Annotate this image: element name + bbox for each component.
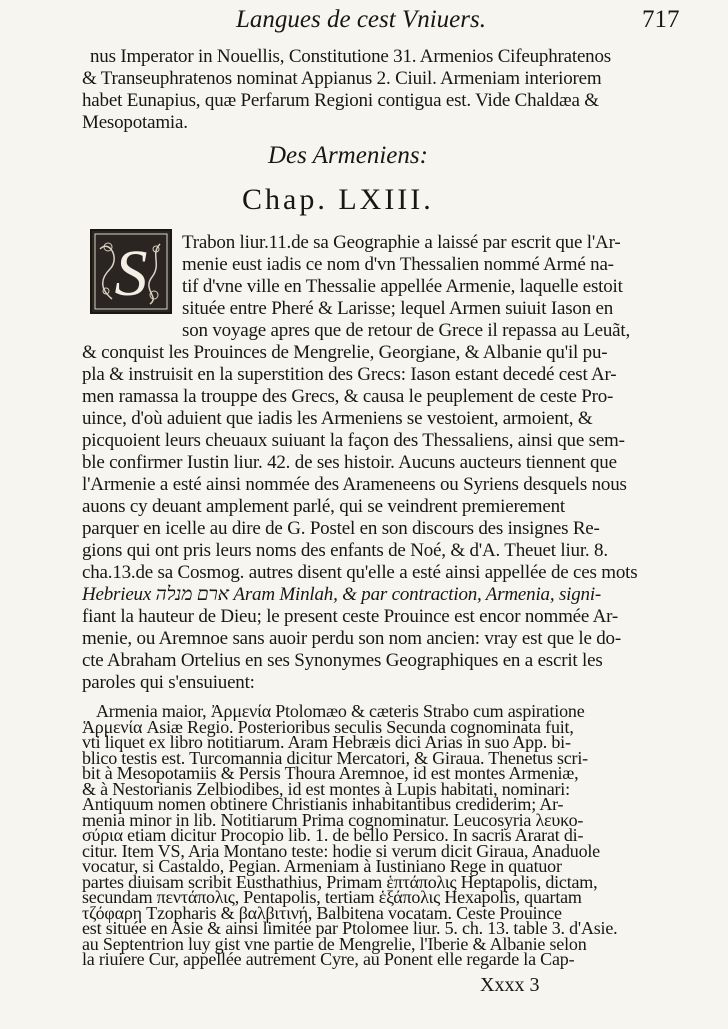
ornamental-drop-cap [90, 229, 172, 314]
running-head [0, 4, 728, 44]
body-line: la riuiere Cur, appellée autrement Cyre, au Ponent elle regarde la Cap- [82, 949, 575, 969]
body-line: & à Nestorianis Zelbiodibes, id est montes à Lupis habitati, nominari: [82, 779, 570, 799]
body-line: citur. Item VS, Aria Montano teste: hodie si verum dicit Giraua, Anaduole [82, 841, 600, 861]
chapter-title: Chap. LXIII. [242, 183, 434, 216]
body-line: au Septentrion luy gist vne partie de Mengrelie, l'Iberie & Albanie selon [82, 934, 587, 954]
body-line: cha.13.de sa Cosmog. autres disent qu'elle a esté ainsi appellée de ces mots [82, 562, 638, 583]
intro-line: habet Eunapius, quæ Perfarum Regioni contigua est. Vide Chaldæa & [82, 90, 599, 111]
body-line: Armenia maior, Ἀρμενία Ptolomæo & cæteris Strabo cum aspiratione [96, 701, 585, 721]
body-line: tif d'vne ville en Thessalie appellée Armenie, laquelle estoit [182, 276, 623, 297]
body-line: Trabon liur.11.de sa Geographie a laissé par escrit que l'Ar- [182, 232, 621, 253]
running-title: Langues de cest Vniuers. [236, 6, 486, 33]
body-line: partes diuisam scribit Eusthathius, Primam ἑπτάπολις Heptapolis, dictam, [82, 872, 598, 892]
body-line: σύρια etiam dicitur Procopio lib. 1. de bello Persico. In sacris Ararat di- [82, 825, 584, 845]
drop-cap-ornament-icon [90, 229, 172, 314]
body-line: blico testis est. Turcomannia dicitur Mercatori, & Giraua. Thenetus scri- [82, 748, 588, 768]
section-title: Des Armeniens: [268, 142, 428, 169]
intro-line: nus Imperator in Nouellis, Constitutione 31. Armenios Cifeuphratenos [90, 46, 611, 67]
body-line: située entre Pheré & Larisse; lequel Armen suiuit Iason en [182, 298, 614, 319]
body-line: secundam πεντάπολις, Pentapolis, tertiam ἑξάπολις Hexapolis, quartam [82, 887, 582, 907]
body-line: & conquist les Prouinces de Mengrelie, Georgiane, & Albanie qu'il pu- [82, 342, 608, 363]
body-line: paroles qui s'ensuiuent: [82, 672, 255, 693]
body-line: gions qui ont pris leurs noms des enfants de Noé, & d'A. Theuet liur. 8. [82, 540, 608, 561]
body-line: Antiquum nomen obtinere Christianis inhabitantibus crediderim; Ar- [82, 794, 564, 814]
body-line: menie, ou Aremnoe sans auoir perdu son nom ancien: vray est que le do- [82, 628, 621, 649]
body-line: Hebrieux ארם מנלה Aram Minlah, & par contraction, Armenia, signi- [82, 584, 602, 605]
body-line: men ramassa la trouppe des Grecs, & causa le peuplement de ceste Pro- [82, 386, 614, 407]
body-line: vti liquet ex libro notitiarum. Aram Hebræis dici Arias in suo App. bi- [82, 732, 571, 752]
body-line: son voyage apres que de retour de Grece il repassa au Leuãt, [182, 320, 631, 341]
body-line: picquoient leurs cheuaux suiuant la façon des Thessaliens, ainsi que sem- [82, 430, 625, 451]
body-line: parquer en icelle au dire de G. Postel en son discours des insignes Re- [82, 518, 600, 539]
body-line: vocatur, si Castaldo, Pegian. Armeniam à Iustiniano Rege in quatuor [82, 856, 562, 876]
body-line: l'Armenie a esté ainsi nommée des Arameneens ou Syriens desquels nous [82, 474, 627, 495]
body-line: menie eust iadis ce nom d'vn Thessalien nommé Armé na- [182, 254, 614, 275]
intro-line: & Transeuphratenos nominat Appianus 2. Ciuil. Armeniam interiorem [82, 68, 602, 89]
body-line: est située en Asie & ainsi limitée par Ptolomee liur. 5. ch. 13. table 3. d'Asie. [82, 918, 618, 938]
body-line: pla & instruisit en la superstition des Grecs: Iason estant decedé cest Ar- [82, 364, 617, 385]
body-line: bit à Mesopotamiis & Persis Thoura Aremnoe, id est montes Armeniæ, [82, 763, 579, 783]
body-line: Ἁρμενία Asiæ Regio. Posterioribus seculis Secunda cognominata fuit, [82, 717, 574, 737]
body-line: cte Abraham Ortelius en ses Synonymes Geographiques en a escrit les [82, 650, 603, 671]
body-line: menia minor in lib. Notitiarum Prima cognominatur. Leucosyria λευκο- [82, 810, 584, 830]
signature-mark: Xxxx 3 [480, 974, 540, 996]
body-line: fiant la hauteur de Dieu; le present ceste Prouince est encor nommée Ar- [82, 606, 619, 627]
drop-cap-letter: S [114, 237, 148, 310]
page-number: 717 [642, 6, 680, 33]
body-line: uince, d'où aduient que iadis les Armeniens se vestoient, armoient, & [82, 408, 593, 429]
body-line: auons cy deuant amplement parlé, qui se veindrent premierement [82, 496, 566, 517]
body-line: ble confirmer Iustin liur. 42. de ses histoir. Aucuns aucteurs tiennent que [82, 452, 617, 473]
intro-line: Mesopotamia. [82, 112, 188, 133]
body-line: τζόφαρη Tzopharis & βαλβιτινή, Balbitena vocatam. Ceste Prouince [82, 903, 562, 923]
